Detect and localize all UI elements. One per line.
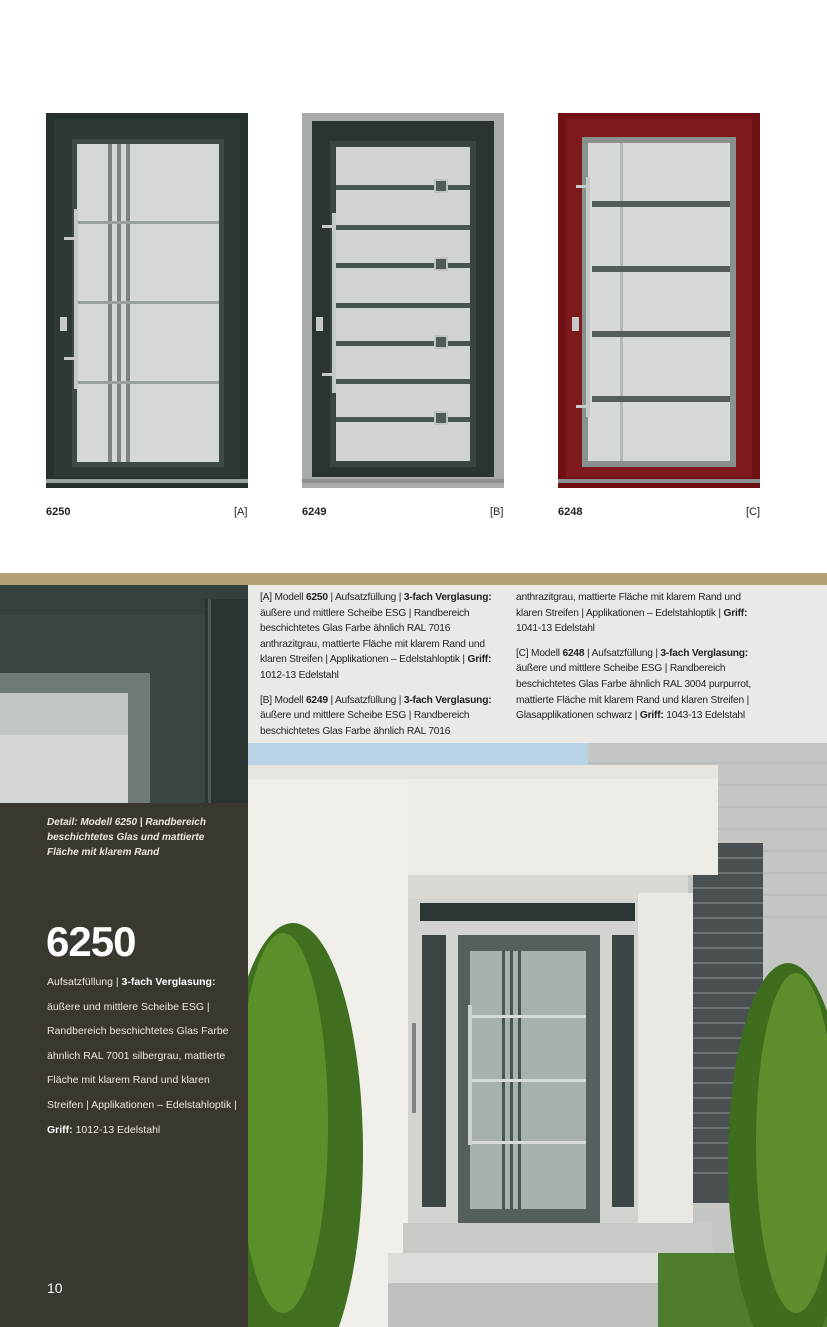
door-letter: [C] (746, 506, 761, 518)
door-letter: [B] (490, 506, 504, 518)
description-column-right (516, 590, 762, 733)
door-image-6248 (558, 113, 760, 488)
detail-photo (0, 585, 248, 803)
door-image-6250 (46, 113, 248, 488)
page-number: 10 (47, 1280, 63, 1296)
door-number: 6250 (46, 506, 71, 518)
description-b-part1: [B] Modell 6249 | Aufsatzfüllung | 3-fach Verglasung: äußere und mittlere Scheibe ESG | Randbereich beschichtetes Glas Farbe ähnlich RAL 7016 (260, 694, 492, 737)
description-a: [A] Modell 6250 | Aufsatzfüllung | 3-fach Verglasung: äußere und mittlere Scheibe ESG | Randbereich beschichtetes Glas Farbe ähnlich RAL 7016 anthrazitgrau, mattierte Fläche mit klarem Rand und klaren Streifen | Applikationen – Edelstahloptik | Griff: 1012-13 Edelstahl (260, 592, 492, 681)
door-number: 6248 (558, 506, 583, 518)
detail-caption: Detail: Modell 6250 | Randbereich beschichtetes Glas und mattierte Fläche mit klarem Rand (47, 817, 206, 858)
model-description: Aufsatzfüllung | 3-fach Verglasung: äußere und mittlere Scheibe ESG | Randbereich beschichtetes Glas Farbe ähnlich RAL 7001 silbergrau, mattierte Fläche mit klarem Rand und klaren Streifen | Applikationen – Edelstahloptik | Griff: 1012-13 Edelstahl (47, 976, 237, 1136)
section-divider (0, 573, 827, 585)
description-b-part2: anthrazitgrau, mattierte Fläche mit klarem Rand und klaren Streifen | Applikationen – Edelstahloptik | Griff: 1041-13 Edelstahl (516, 592, 748, 635)
model-number: 6250 (46, 918, 136, 965)
door-number: 6249 (302, 506, 327, 518)
door-letter: [A] (234, 506, 248, 518)
house-photo (248, 743, 827, 1327)
description-column-left (260, 590, 506, 748)
description-c: [C] Modell 6248 | Aufsatzfüllung | 3-fach Verglasung: äußere und mittlere Scheibe ESG | Randbereich beschichtetes Glas Farbe ähnlich RAL 3004 purpurrot, mattierte Fläche mit klarem Rand und klaren Streifen | Glasapplikationen schwarz | Griff: 1043-13 Edelstahl (516, 647, 751, 722)
door-image-6249 (302, 113, 504, 488)
